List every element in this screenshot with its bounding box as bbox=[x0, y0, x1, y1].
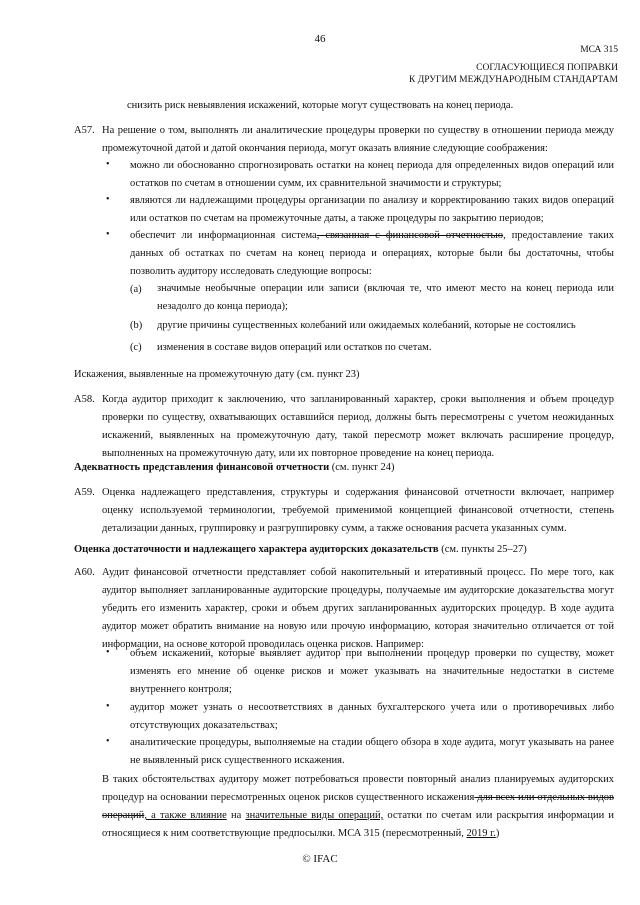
sub-item-label-b: (b) bbox=[130, 320, 143, 331]
paragraph-label-a57: A57. bbox=[74, 125, 95, 136]
bullet-icon: • bbox=[106, 159, 110, 170]
sub-item-label-a: (a) bbox=[130, 284, 142, 295]
bullet-icon: • bbox=[106, 736, 110, 747]
section-heading-interim: Искажения, выявленные на промежуточную дату (см. пункт 23) bbox=[74, 369, 360, 380]
a60-bullet-2: аудитор может узнать о несоответствиях в данных бухгалтерского учета или о противоречивых либо отсутствующих доказательствах; bbox=[130, 702, 614, 731]
a57-bullet-1: можно ли обоснованно спрогнозировать остатки на конец периода для определенных видов операций или остатков по счетам в отношении сумм, их сравнительной значимости и структуры; bbox=[130, 160, 614, 189]
a57-bullet-3: обеспечит ли информационная система, связанная с финансовой отчетностью, предоставление таких данных об остатках по счетам на конец периода и операциях, которые были бы достаточны, чтобы позволить аудитору исследовать следующие вопросы: bbox=[130, 230, 614, 277]
a60-bullet-1: объем искажений, которые выявляет аудитор при выполнении процедур проверки по существу, может изменять его мнение об оценке рисков и может указывать на значительные недостатки в системе внутреннего контроля; bbox=[130, 648, 614, 695]
paragraph-label-a60: A60. bbox=[74, 567, 95, 578]
paragraph-a60: Аудит финансовой отчетности представляет собой накопительный и итеративный процесс. По мере того, как аудитор выполняет запланированные аудиторские процедуры, получаемые им аудиторские доказательства могут убедить его изменить характер, сроки и объем других запланированных аудиторских процедур. В ходе аудита аудитор может обратить внимание на новую или прочую информацию, которая значительно отличается от той информации, на основе которой проводилась оценка рисков. Например: bbox=[102, 567, 614, 650]
struck-text: для всех или отдельных видов операций bbox=[102, 792, 614, 821]
bullet-icon: • bbox=[106, 194, 110, 205]
sub-item-a: значимые необычные операции или записи (включая те, что имеют место на конец периода или незадолго до конца периода); bbox=[157, 283, 614, 312]
section-heading-evidence: Оценка достаточности и надлежащего характера аудиторских доказательств (см. пункты 25–27) bbox=[74, 544, 527, 555]
paragraph-a58: Когда аудитор приходит к заключению, что запланированный характер, сроки выполнения и объем процедур проверки по существу, охватывающих оставшийся период, должны быть пересмотрены с учетом неожиданных искажений, выявленных на промежуточную дату, такой пересмотр может включать расширение процедур, выполненных на промежуточную дату, или их повторное проведение на конец периода. bbox=[102, 394, 614, 459]
inserted-text: 2019 г. bbox=[466, 828, 496, 839]
footer-copyright: © IFAC bbox=[302, 853, 338, 865]
a60-closing-paragraph: В таких обстоятельствах аудитору может потребоваться провести повторный анализ планируемых аудиторских процедур на основании пересмотренных оценок рисков существенного искажения для всех или отдельных видов операций, а также влияние на значительные виды операций, остатки по счетам или раскрытия информации и относящиеся к ним соответствующие предпосылки. МСА 315 (пересмотренный, 2019 г.) bbox=[102, 774, 614, 839]
sub-item-b: другие причины существенных колебаний или ожидаемых колебаний, которые не состоялись bbox=[157, 320, 576, 331]
bullet-icon: • bbox=[106, 647, 110, 658]
inserted-text: , а также влияние bbox=[144, 810, 227, 821]
intro-line: снизить риск невыявления искажений, которые могут существовать на конец периода. bbox=[127, 100, 514, 111]
inserted-text: значительные виды операций, bbox=[245, 810, 384, 821]
a60-bullet-3: аналитические процедуры, выполняемые на стадии общего обзора в ходе аудита, могут указывать на ранее не выявленный риск существенного искажения. bbox=[130, 737, 614, 766]
struck-text: , связанная с финансовой отчетностью bbox=[316, 230, 504, 241]
standard-code: МСА 315 bbox=[580, 45, 618, 55]
sub-item-c: изменения в составе видов операций или остатков по счетам. bbox=[157, 342, 432, 353]
section-heading-presentation: Адекватность представления финансовой отчетности (см. пункт 24) bbox=[74, 462, 395, 473]
paragraph-label-a59: A59. bbox=[74, 487, 95, 498]
header-title-line2: К ДРУГИМ МЕЖДУНАРОДНЫМ СТАНДАРТАМ bbox=[409, 75, 618, 85]
sub-item-label-c: (c) bbox=[130, 342, 142, 353]
a57-bullet-2: являются ли надлежащими процедуры организации по анализу и корректированию таких видов операций или остатков по счетам на промежуточные даты, а также процедуры по закрытию периодов; bbox=[130, 195, 614, 224]
paragraph-a57: На решение о том, выполнять ли аналитические процедуры проверки по существу в отношении периода между промежуточной датой и датой окончания периода, могут оказать влияние следующие соображения: bbox=[102, 125, 614, 154]
paragraph-a59: Оценка надлежащего представления, структуры и содержания финансовой отчетности включает, например оценку используемой терминологии, требуемой применимой концепцией финансовой отчетности, степень детализации данных, группировку и разгруппировку сумм, а также основания расчета указанных сумм. bbox=[102, 487, 614, 534]
page-number: 46 bbox=[314, 33, 326, 45]
header-title-line1: СОГЛАСУЮЩИЕСЯ ПОПРАВКИ bbox=[476, 63, 618, 73]
bullet-icon: • bbox=[106, 701, 110, 712]
bullet-icon: • bbox=[106, 229, 110, 240]
paragraph-label-a58: A58. bbox=[74, 394, 95, 405]
